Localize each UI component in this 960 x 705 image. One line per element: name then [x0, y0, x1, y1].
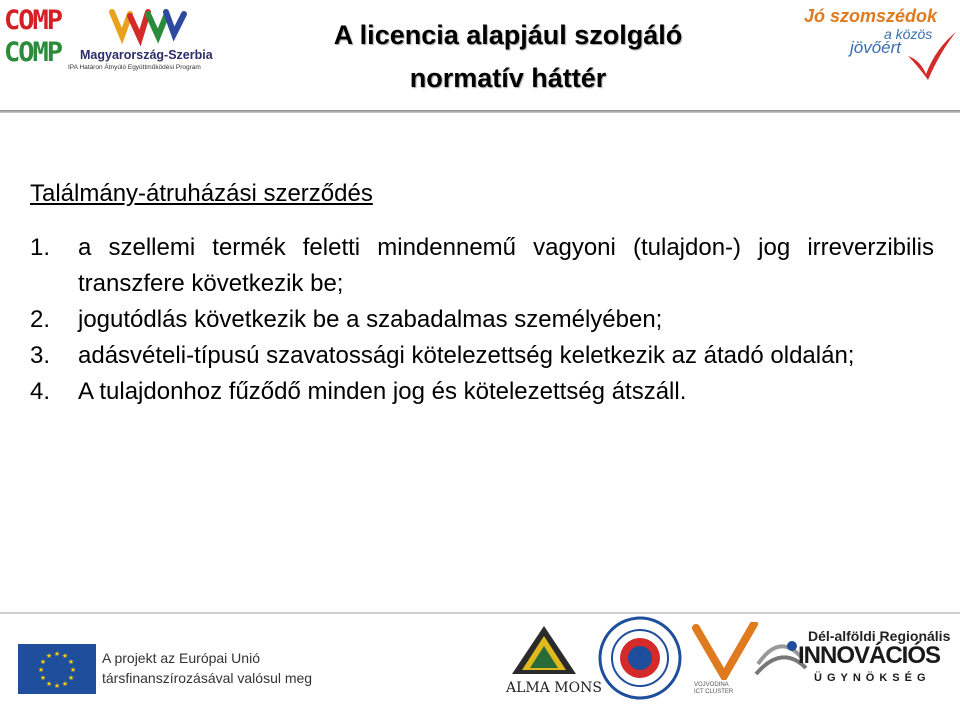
list-item-number: 2.: [30, 306, 51, 333]
slogan-line-3: jövőért: [850, 38, 902, 57]
svg-text:★: ★: [67, 674, 75, 682]
partner-logo-subtitle: IPA Határon Átnyúló Együttműködési Program: [68, 64, 201, 71]
list-item-number: 3.: [30, 342, 51, 369]
svg-text:★: ★: [61, 652, 69, 660]
title-line-1: A licencia alapjául szolgáló: [333, 20, 683, 50]
svg-text:★: ★: [37, 666, 45, 674]
list-item: [30, 338, 934, 374]
svg-text:★: ★: [69, 666, 77, 674]
list-item: [30, 302, 934, 338]
svg-text:★: ★: [45, 680, 53, 688]
slide-header: [0, 0, 960, 112]
slogan-line-2: a közös: [884, 26, 933, 42]
innovacios-ugynokseg-logo: [752, 628, 958, 698]
svg-text:★: ★: [39, 658, 47, 666]
list-item-text: a szellemi termék feletti mindennemű vagyoni (tulajdon-) jog irreverzibilis transzfere következik be;: [78, 234, 934, 297]
svg-text:★: ★: [61, 680, 69, 688]
list-item-number: 1.: [30, 234, 51, 261]
university-novi-sad-seal: [598, 616, 682, 700]
list-item: [30, 374, 934, 410]
svg-text:★: ★: [53, 650, 61, 658]
hungary-serbia-logo: [68, 6, 238, 76]
jo-szomszedok-logo: [798, 6, 958, 86]
vojvodina-ict-cluster-logo: [690, 622, 760, 702]
alma-mons-logo: [504, 622, 602, 702]
footer-divider: [0, 612, 960, 614]
list-item-number: 4.: [30, 378, 51, 405]
list-item-text: adásvételi-típusú szavatossági kötelezettség keletkezik az átadó oldalán;: [78, 342, 855, 369]
svg-text:★: ★: [67, 658, 75, 666]
eu-funding-block: [12, 640, 330, 694]
alma-mons-label: ALMA MONS: [506, 680, 602, 696]
svg-text:★: ★: [45, 652, 53, 660]
vojvodina-v-icon: [690, 622, 760, 680]
innovacios-line-2: INNOVÁCIÓS: [798, 642, 941, 669]
list-item: [30, 230, 934, 302]
checkmark-icon: [906, 30, 958, 82]
hungary-serbia-emblem-icon: [108, 6, 188, 46]
comp-logo-line-2: COMP: [4, 37, 62, 68]
title-line-2: normatív háttér: [409, 63, 607, 93]
slide-footer: [0, 612, 960, 702]
comp-logo: [4, 5, 66, 71]
main-content: [30, 180, 934, 410]
numbered-list: [30, 230, 934, 410]
vojvodina-label: VOJVODINA ICT CLUSTER: [694, 682, 734, 695]
university-seal-icon: [598, 616, 682, 700]
svg-text:★: ★: [39, 674, 47, 682]
page-title: [268, 14, 748, 100]
alma-mons-emblem-icon: [504, 622, 584, 678]
partner-logo-name: Magyarország-Szerbia: [80, 48, 213, 62]
eu-funding-text: A projekt az Európai Unió társfinanszírozásával valósul meg: [102, 650, 313, 686]
innovacios-line-3: ÜGYNÖKSÉG: [814, 672, 931, 684]
list-item-text: jogutódlás következik be a szabadalmas személyében;: [78, 306, 663, 333]
list-item-text: A tulajdonhoz fűződő minden jog és kötelezettség átszáll.: [78, 378, 687, 405]
slogan-line-1: Jó szomszédok: [804, 6, 938, 26]
header-divider: [0, 110, 960, 113]
section-subtitle: Találmány-átruházási szerződés: [30, 180, 373, 207]
comp-logo-line-1: COMP: [4, 5, 62, 36]
eu-flag-icon: [18, 644, 96, 694]
innovacios-line-1: Dél-alföldi Regionális: [808, 628, 951, 644]
svg-text:★: ★: [53, 682, 61, 690]
